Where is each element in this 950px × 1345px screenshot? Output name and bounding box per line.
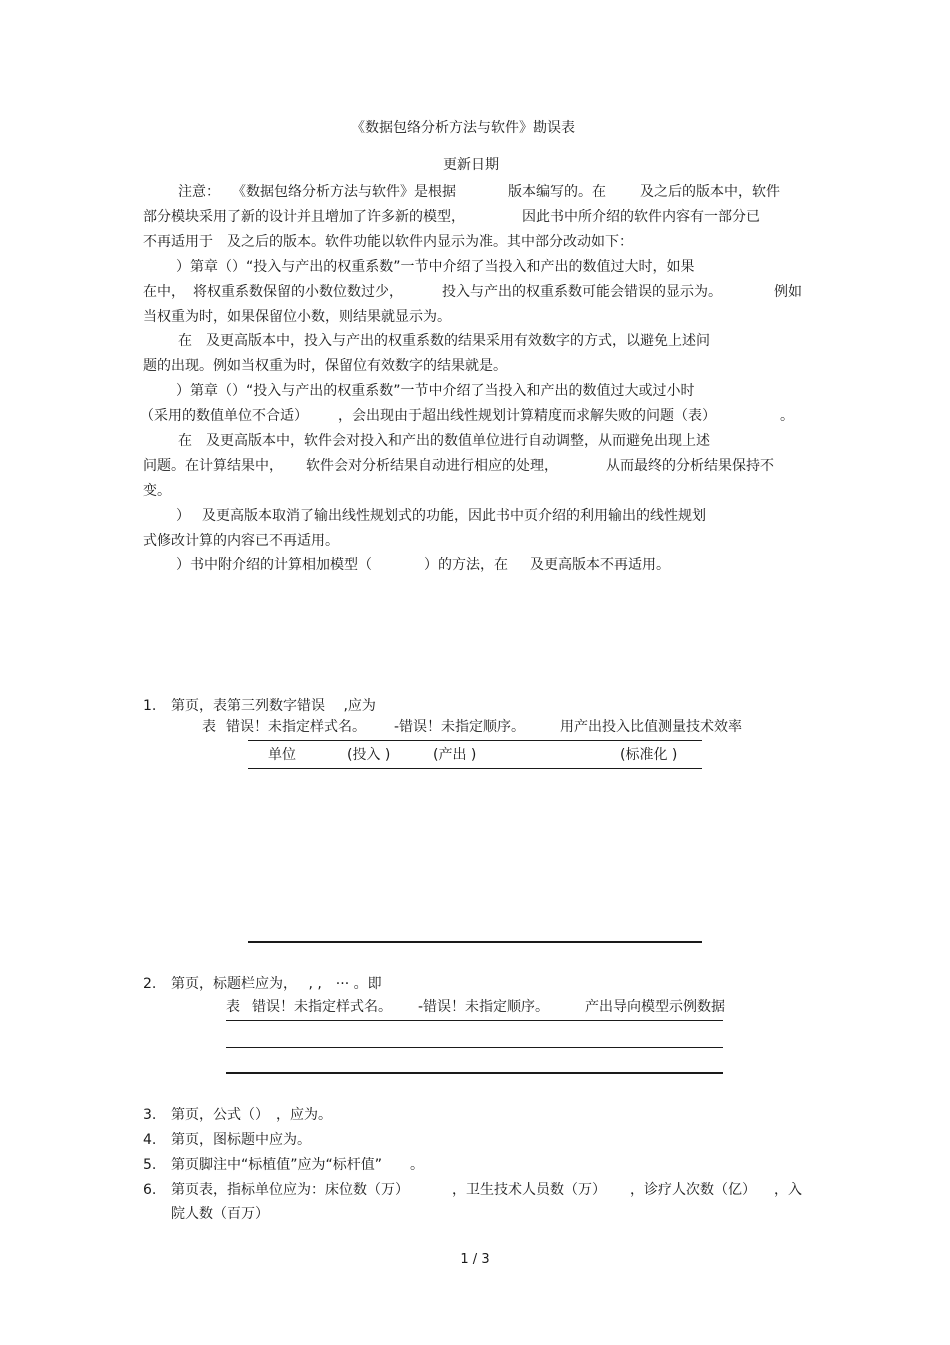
intro-text: 因此书中所介绍的软件内容有一部分已 [522, 209, 760, 225]
change-item-1-text: 在中， [143, 284, 185, 300]
errata-text: 院人数（百万） [171, 1206, 269, 1222]
table-header-rule [226, 1047, 723, 1048]
intro-text: 及之后的版本中，软件 [640, 184, 780, 200]
document-title: 《数据包络分析方法与软件》勘误表 [351, 120, 575, 136]
change-item-1-text: 当权重为时，如果保留位小数，则结果就显示为。 [143, 309, 451, 325]
intro-text: 《数据包络分析方法与软件》是根据 [232, 184, 456, 200]
errata-item-6 [143, 1183, 409, 1197]
errata-text: ，诊疗人次数（亿） [630, 1182, 756, 1198]
change-item-3-text: 及更高版本取消了输出线性规划式的功能，因此书中页介绍的利用输出的线性规划 [202, 508, 706, 524]
errata-number: 2. [143, 976, 157, 992]
update-date: 更新日期 [443, 157, 499, 173]
table-caption-prefix: 表 [202, 719, 216, 735]
change-item-1-text: 投入与产出的权重系数可能会错误的显示为。 [442, 284, 722, 300]
table-bottom-rule [226, 1072, 723, 1074]
page-number: 1 / 3 [460, 1252, 490, 1267]
errata-number: 4. [143, 1132, 157, 1148]
table-header-normalized: (标准化 ) [620, 747, 678, 763]
errata-item-3 [143, 1108, 332, 1122]
intro-text: 版本编写的。在 [508, 184, 606, 200]
table-top-rule [248, 740, 702, 741]
table-header-output: (产出 ) [433, 747, 477, 763]
errata-item-1 [143, 699, 376, 713]
table-header-unit: 单位 [268, 747, 296, 763]
errata-item-4 [143, 1133, 311, 1147]
change-item-1-text: 题的出现。例如当权重为时，保留位有效数字的结果就是。 [143, 358, 507, 374]
errata-text: 第页，标题栏应为， , , ··· 。即 [171, 976, 382, 992]
change-item-4-text: ）的方法，在 [424, 557, 508, 573]
errata-number: 6. [143, 1182, 157, 1198]
table-bottom-rule [248, 941, 702, 943]
change-item-1-text: 将权重系数保留的小数位数过少， [193, 284, 403, 300]
table-caption-title: 产出导向模型示例数据 [585, 999, 725, 1015]
change-item-2-text: ，会出现由于超出线性规划计算精度而求解失败的问题（表） [338, 408, 716, 424]
table-caption-title: 用产出投入比值测量技术效率 [560, 719, 742, 735]
intro-text: 部分模块采用了新的设计并且增加了许多新的模型， [143, 209, 465, 225]
errata-text: ，入 [774, 1182, 802, 1198]
change-item-2-text: 问题。在计算结果中， [143, 458, 283, 474]
change-item-2-text: 。 [780, 408, 794, 424]
table-caption-error: -错误！未指定顺序。 [394, 719, 526, 735]
errata-text: 第页，图标题中应为。 [171, 1132, 311, 1148]
intro-note-label: 注意： [178, 184, 220, 200]
errata-text: 第页，公式（） ，应为。 [171, 1107, 332, 1123]
change-item-1-text: 在 及更高版本中，投入与产出的权重系数的结果采用有效数字的方式，以避免上述问 [178, 333, 710, 349]
table-caption-prefix: 表 [226, 999, 240, 1015]
table-header-rule [248, 768, 702, 769]
errata-item-2 [143, 977, 382, 991]
errata-item-5 [143, 1158, 424, 1172]
table-caption-error: 错误！未指定样式名。 [252, 999, 392, 1015]
change-item-2-text: 变。 [143, 483, 171, 499]
errata-number: 1. [143, 698, 157, 714]
change-item-4-text: 及更高版本不再适用。 [530, 557, 670, 573]
change-item-2-text: 软件会对分析结果自动进行相应的处理， [306, 458, 558, 474]
errata-number: 5. [143, 1157, 157, 1173]
table-caption-error: 错误！未指定样式名。 [226, 719, 366, 735]
change-item-4: ）书中附介绍的计算相加模型（ [176, 557, 372, 573]
errata-text: 第页，表第三列数字错误 ,应为 [171, 698, 376, 714]
change-item-1-text: 例如 [774, 284, 802, 300]
table-top-rule [226, 1020, 723, 1021]
table-header-input: (投入 ) [347, 747, 391, 763]
change-item-1: ）第章（）“投入与产出的权重系数”一节中介绍了当投入和产出的数值过大时，如果 [176, 259, 695, 275]
change-item-2-text: 在 及更高版本中，软件会对投入和产出的数值单位进行自动调整，从而避免出现上述 [178, 433, 710, 449]
errata-text: ，卫生技术人员数（万） [452, 1182, 606, 1198]
change-item-2-text: 从而最终的分析结果保持不 [606, 458, 774, 474]
table-caption-error: -错误！未指定顺序。 [418, 999, 550, 1015]
intro-text: 不再适用于 及之后的版本。软件功能以软件内显示为准。其中部分改动如下： [143, 234, 633, 250]
errata-text: 第页脚注中“标植值”应为“标杆值” 。 [171, 1157, 425, 1173]
change-item-2: ）第章（）“投入与产出的权重系数”一节中介绍了当投入和产出的数值过大或过小时 [176, 383, 695, 399]
change-item-3: ） [176, 508, 190, 524]
errata-text: 第页表，指标单位应为：床位数（万） [171, 1182, 409, 1198]
errata-number: 3. [143, 1107, 157, 1123]
change-item-3-text: 式修改计算的内容已不再适用。 [143, 533, 339, 549]
change-item-2-text: （采用的数值单位不合适） [140, 408, 308, 424]
